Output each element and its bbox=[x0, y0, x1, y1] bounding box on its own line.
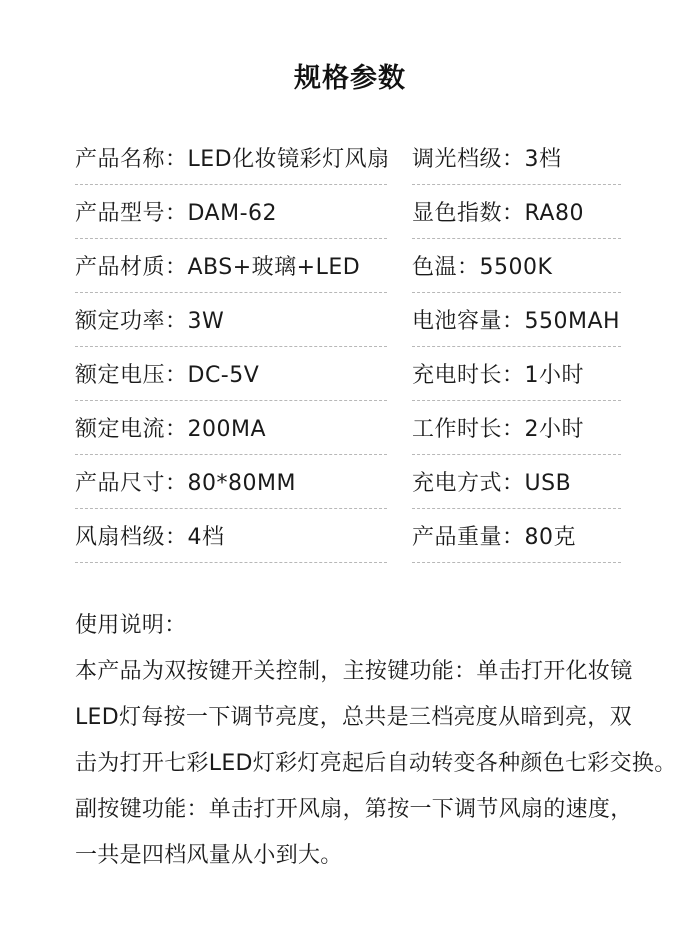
usage-instructions bbox=[75, 610, 695, 886]
spec-row bbox=[75, 144, 621, 198]
dashed-divider bbox=[412, 346, 621, 347]
dashed-divider bbox=[75, 454, 387, 455]
spec-row bbox=[75, 252, 621, 306]
spec-item: 显色指数：RA80 bbox=[412, 201, 584, 226]
dashed-divider bbox=[412, 454, 621, 455]
dashed-divider bbox=[412, 508, 621, 509]
spec-row bbox=[75, 522, 621, 576]
dashed-divider bbox=[412, 400, 621, 401]
dashed-divider bbox=[412, 238, 621, 239]
spec-item: 额定功率：3W bbox=[75, 309, 225, 334]
dashed-divider bbox=[412, 562, 621, 563]
usage-line: 一共是四档风量从小到大。 bbox=[75, 843, 343, 868]
spec-item: 额定电流：200MA bbox=[75, 417, 267, 442]
usage-line: LED灯每按一下调节亮度，总共是三档亮度从暗到亮，双 bbox=[75, 705, 632, 730]
spec-item: 产品重量：80克 bbox=[412, 525, 576, 550]
dashed-divider bbox=[75, 346, 387, 347]
spec-row bbox=[75, 306, 621, 360]
page-title: 规格参数 bbox=[294, 63, 406, 94]
dashed-divider bbox=[75, 292, 387, 293]
dashed-divider bbox=[412, 292, 621, 293]
spec-item: 工作时长：2小时 bbox=[412, 417, 584, 442]
spec-item: 充电时长：1小时 bbox=[412, 363, 584, 388]
spec-item: 充电方式：USB bbox=[412, 471, 572, 496]
dashed-divider bbox=[75, 508, 387, 509]
spec-item: 电池容量：550MAH bbox=[412, 309, 621, 334]
spec-item: 产品名称：LED化妆镜彩灯风扇 bbox=[75, 147, 390, 172]
usage-heading: 使用说明： bbox=[75, 613, 187, 638]
spec-row bbox=[75, 360, 621, 414]
usage-line: 击为打开七彩LED灯彩灯亮起后自动转变各种颜色七彩交换。 bbox=[75, 751, 677, 776]
spec-item: 色温：5500K bbox=[412, 255, 553, 280]
usage-line: 本产品为双按键开关控制，主按键功能：单击打开化妆镜 bbox=[75, 659, 633, 684]
spec-item: 产品型号：DAM-62 bbox=[75, 201, 278, 226]
dashed-divider bbox=[412, 184, 621, 185]
spec-item: 调光档级：3档 bbox=[412, 147, 562, 172]
dashed-divider bbox=[75, 238, 387, 239]
spec-item: 产品材质：ABS+玻璃+LED bbox=[75, 255, 361, 280]
dashed-divider bbox=[75, 562, 387, 563]
dashed-divider bbox=[75, 400, 387, 401]
spec-row bbox=[75, 468, 621, 522]
spec-item: 额定电压：DC-5V bbox=[75, 363, 260, 388]
dashed-divider bbox=[75, 184, 387, 185]
spec-item: 风扇档级：4档 bbox=[75, 525, 225, 550]
usage-line: 副按键功能：单击打开风扇，第按一下调节风扇的速度， bbox=[75, 797, 633, 822]
spec-item: 产品尺寸：80*80MM bbox=[75, 471, 296, 496]
spec-row bbox=[75, 414, 621, 468]
spec-row bbox=[75, 198, 621, 252]
